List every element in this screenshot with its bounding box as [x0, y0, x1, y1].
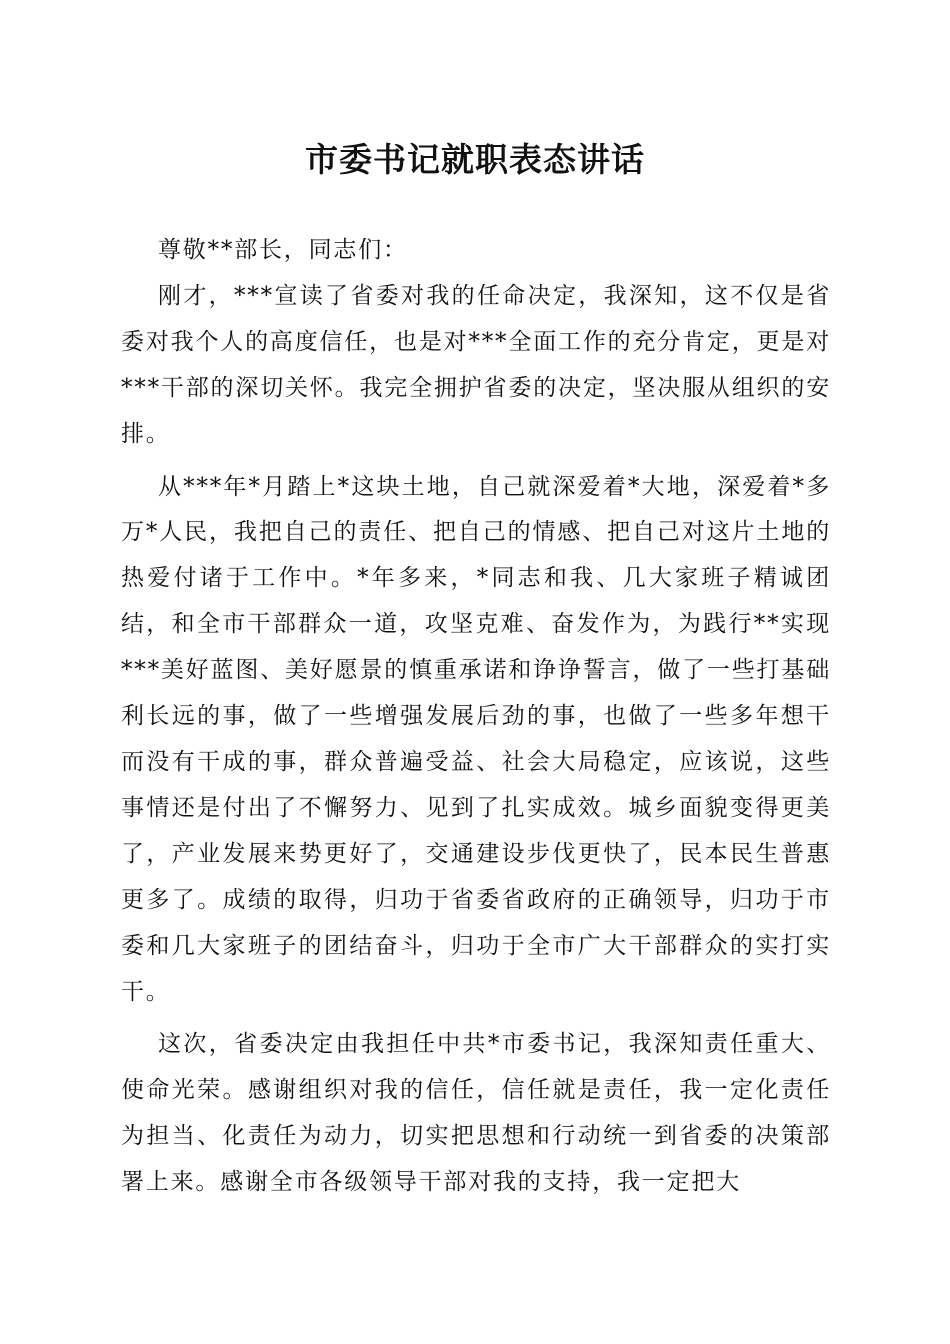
paragraph-3: 这次，省委决定由我担任中共*市委书记，我深知责任重大、使命光荣。感谢组织对我的信任，信任就是责任，我一定化责任为担当、化责任为动力，切实把思想和行动统一到省委的决策部署上来。感谢全市各级领导干部对我的支持，我一定把大	[121, 1031, 831, 1196]
salutation: 尊敬**部长，同志们：	[158, 237, 408, 263]
document-title: 市委书记就职表态讲话	[305, 140, 645, 179]
paragraph-1: 刚才，***宣读了省委对我的任命决定，我深知，这不仅是省委对我个人的高度信任，也是对***全面工作的充分肯定，更是对***干部的深切关怀。我完全拥护省委的决定，坚决服从组织的安排。	[121, 282, 831, 447]
paragraph-2: 从***年*月踏上*这块土地，自己就深爱着*大地，深爱着*多万*人民，我把自己的责任、把自己的情感、把自己对这片土地的热爱付诸于工作中。*年多来，*同志和我、几大家班子精诚团结，和全市干部群众一道，攻坚克难、奋发作为，为践行**实现***美好蓝图、美好愿景的慎重承诺和诤诤誓言，做了一些打基础利长远的事，做了一些增强发展后劲的事，也做了一些多年想干而没有干成的事，群众普遍受益、社会大局稳定，应该说，这些事情还是付出了不懈努力、见到了扎实成效。城乡面貌变得更美了，产业发展来势更好了，交通建设步伐更快了，民本民生普惠更多了。成绩的取得，归功于省委省政府的正确领导，归功于市委和几大家班子的团结奋斗，归功于全市广大干部群众的实打实干。	[121, 473, 831, 1005]
document-body	[121, 228, 831, 1213]
